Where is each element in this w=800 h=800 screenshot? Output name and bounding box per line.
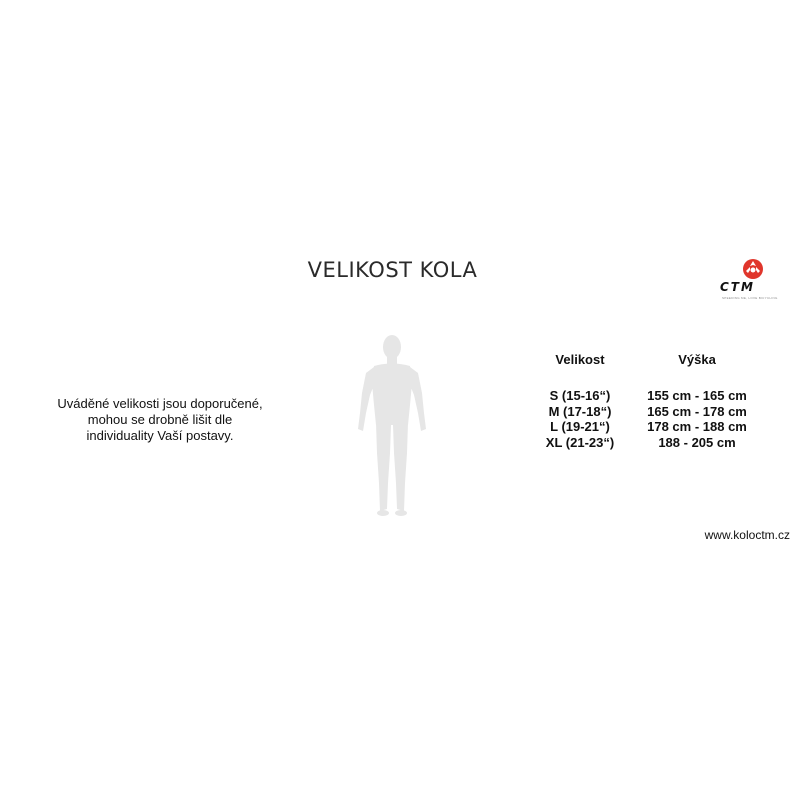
logo-tagline: SPEEDING ME, LOVE BICYCLING	[722, 296, 778, 300]
table-header	[528, 352, 778, 372]
note-line: Uváděné velikosti jsou doporučené,	[57, 396, 263, 411]
table-row	[528, 419, 778, 435]
table-row	[528, 404, 778, 420]
note-line: mohou se drobně lišit dle	[87, 412, 233, 427]
ctm-logo	[718, 258, 778, 300]
row-size: S (15-16“)	[549, 388, 611, 403]
ctm-logo-mark-icon	[742, 258, 764, 280]
human-silhouette-icon	[352, 333, 432, 521]
row-height: 155 cm - 165 cm	[647, 388, 747, 403]
row-size: L (19-21“)	[550, 419, 610, 434]
row-size: XL (21-23“)	[545, 434, 615, 450]
note-line: individuality Vaší postavy.	[86, 428, 234, 443]
header-height: Výška	[678, 352, 716, 367]
table-body	[528, 388, 778, 450]
row-height: 188 - 205 cm	[658, 434, 736, 450]
size-note	[40, 396, 280, 444]
size-table	[528, 352, 778, 450]
header-size: Velikost	[555, 352, 605, 367]
table-row	[528, 388, 778, 404]
row-height: 178 cm - 188 cm	[647, 419, 747, 434]
website-url: www.koloctm.cz	[704, 528, 790, 542]
logo-brand-text: CTM	[720, 280, 755, 294]
page-title: VELIKOST KOLA	[307, 258, 478, 282]
table-row	[528, 435, 778, 451]
row-size: M (17-18“)	[548, 403, 612, 419]
row-height: 165 cm - 178 cm	[647, 403, 747, 419]
